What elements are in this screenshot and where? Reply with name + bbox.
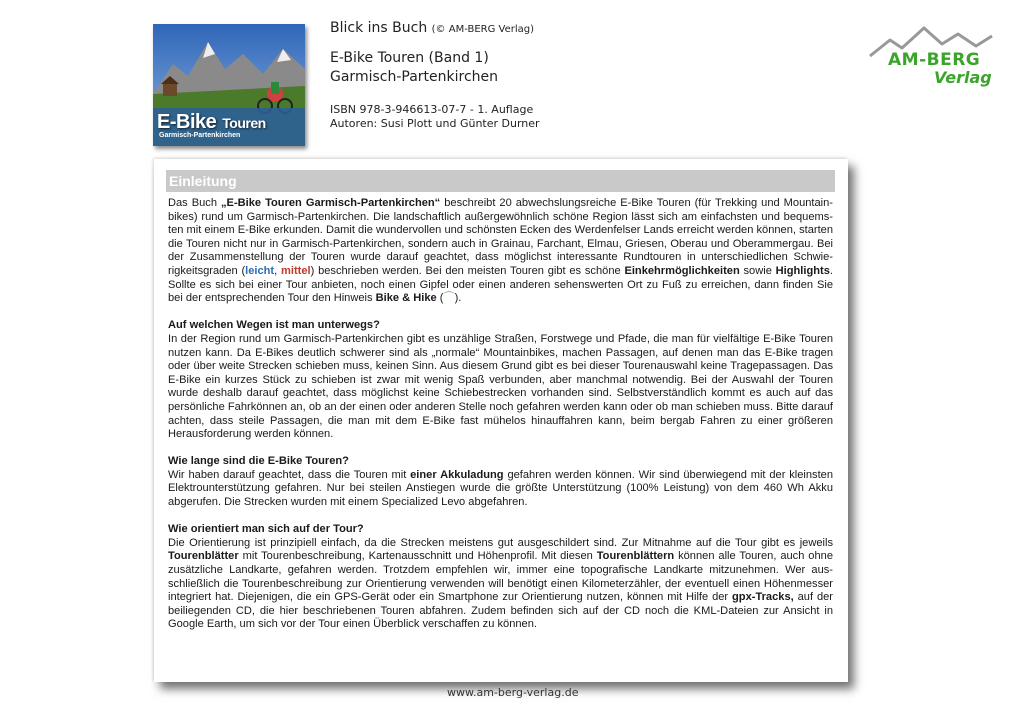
document-page	[154, 159, 848, 682]
authors-line: Autoren: Susi Plott und Günter Durner	[330, 117, 540, 130]
copyright-note: (© AM-BERG Verlag)	[431, 24, 534, 35]
publisher-url-link[interactable]: www.am-berg-verlag.de	[447, 686, 579, 699]
book-title: E-Bike Touren (Band 1)	[330, 50, 489, 66]
isbn-line: ISBN 978-3-946613-07-7 - 1. Auflage	[330, 103, 534, 116]
cover-title-second: Touren	[222, 115, 266, 131]
level-easy-label: leicht	[245, 264, 275, 277]
paragraph-wege: In der Region rund um Garmisch-Partenkirchen gibt es unzählige Straßen, Forstwege und Pfade, die man für vielfältige E-Bike Touren nutzen kann. Da E-Bikes deutlich schwerer sind als „normale“ Mountainbikes, machen Passagen, auf denen man das E-Bike tragen oder über weite Strecken schieben muss, keinen Sinn. Aus diesem Grund gibt es bei dieser Tourenauswahl keine Tragepassagen. Das E-Bike ein kurzes Stück zu schieben ist zwar mit wenig Spaß verbunden, aber manchmal notwendig. Bei der Auswahl der Touren wurde deshalb darauf geachtet, dass möglichst keine Schiebestrecken vorhanden sind. Selbstverständlich kommt es auch auf das persönliche Fahrkönnen an, ob an der einen oder anderen Stelle noch gefahren werden kann oder ob man schieben muss. Bitte darauf achten, dass steile Passagen, die man mit dem E-Bike fast mühelos hinauffahren kann, beim bergab Fahren zu einer größeren Herausforderung werden können.	[168, 332, 833, 441]
book-cover-image	[153, 24, 305, 146]
level-medium-label: mittel	[281, 264, 311, 277]
cover-title: E-Bike Touren	[157, 111, 266, 133]
book-region: Garmisch-Partenkirchen	[330, 69, 499, 85]
hike-icon: ⌒	[443, 292, 455, 305]
logo-sub: Verlag	[934, 68, 992, 87]
logo-name: AM-BERG	[888, 50, 981, 70]
paragraph-laenge: Wir haben darauf geachtet, dass die Touren mit einer Akkuladung gefahren werden können. Wir sind überwiegend mit der kleinsten Elektrounterstützung gefahren. Nur bei steilen Anstiegen wurde die größte Unterstützung (100% Leistung) von dem 460 Wh Akku abgerufen. Die Strecken wurden mit einem Specialized Levo abgefahren.	[168, 468, 834, 509]
section-title: Einleitung	[169, 173, 237, 189]
section-header	[166, 170, 835, 192]
book-meta	[330, 20, 540, 131]
heading-orientierung: Wie orientiert man sich auf der Tour?	[168, 523, 364, 536]
heading-wege: Auf welchen Wegen ist man unterwegs?	[168, 319, 380, 332]
intro-paragraph: Das Buch „E-Bike Touren Garmisch-Partenkirchen“ beschreibt 20 abwechslungsreiche E-Bike Touren (für Trekking und Mountain-bikes) rund um Garmisch-Partenkirchen. Die landschaftlich außergewöhnlich schöne Region lässt sich am einfachsten und bequems-ten mit einem E-Bike erkunden. Damit die wundervollen und schönsten Ecken des Werdenfelser Lands erreicht werden können, starten die Touren nicht nur in Garmisch-Partenkirchen, sondern auch in Grainau, Farchant, Elmau, Griesen, Oberau und Oberammergau. Bei der Zusammenstellung der Touren wurde darauf geachtet, dass möglichst interessante Rundtouren in unterschiedlichen Schwie-rigkeitsgraden (leicht, mittel) beschrieben werden. Bei den meisten Touren gibt es schöne Einkehrmöglichkeiten sowie Highlights. Sollte es sich bei einer Tour anbieten, noch einen Gipfel oder einen anderen sehenswerten Ort zu Fuß zu erreichen, dann finden Sie bei der entsprechenden Tour den Hinweis Bike & Hike (⌒).	[168, 197, 833, 305]
heading-laenge: Wie lange sind die E-Bike Touren?	[168, 455, 349, 468]
paragraph-orientierung: Die Orientierung ist prinzipiell einfach, da die Strecken meistens gut ausgeschildert sind. Zur Mitnahme auf die Tour gibt es jeweils Tourenblätter mit Tourenbeschreibung, Kartenausschnitt und Höhenprofil. Mit diesen Tourenblättern können alle Touren, auch ohne zusätzliche Landkarte, gefahren werden. Trotzdem empfehlen wir, immer eine topografische Landkarte mitzunehmen. Wer aus-schließlich die Tourenbeschreibung zur Orientierung verwenden will benötigt einen Kilometerzähler, der eventuell einen Höhenmesser integriert hat. Diejenigen, die ein GPS-Gerät oder ein Smartphone zur Orientierung nutzen, können mit Hilfe der gpx-Tracks, auf der beiliegenden CD, die hier beschriebenen Touren abfahren. Zudem befinden sich auf der CD noch die KML-Dateien zur Ansicht in Google Earth, um sich vor der Tour einen Überblick verschaffen zu können.	[168, 536, 833, 631]
publisher-logo[interactable]	[866, 22, 996, 92]
document-body	[168, 197, 833, 632]
blick-label: Blick ins Buch	[330, 20, 428, 36]
cover-subtitle: Garmisch-Partenkirchen	[159, 132, 241, 139]
